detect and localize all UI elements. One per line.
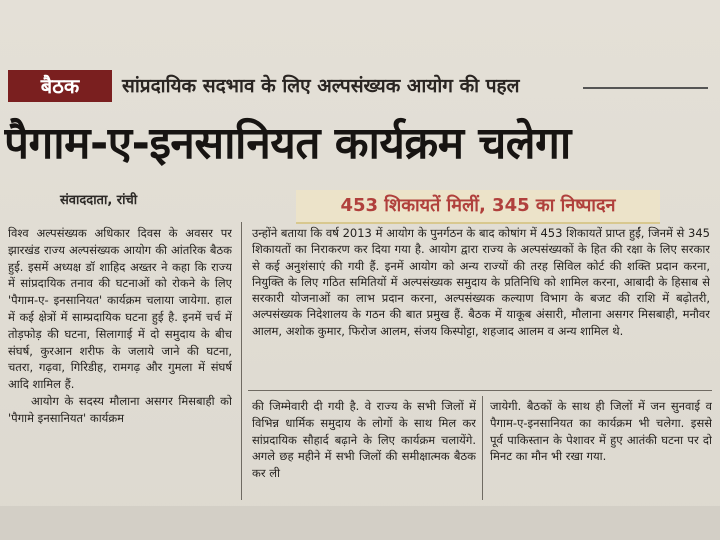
article-column-left <box>8 225 232 495</box>
byline: संवाददाता, रांची <box>60 193 138 208</box>
subhead: 453 शिकायतें मिलीं, 345 का निष्पादन <box>296 190 660 224</box>
section-divider <box>248 390 712 391</box>
article-column-top-right <box>252 225 710 385</box>
page-margin <box>0 506 720 540</box>
article-column-bottom-middle <box>252 398 476 498</box>
column-divider-left <box>241 222 242 500</box>
kicker-text: सांप्रदायिक सदभाव के लिए अल्पसंख्यक आयोग की पहल <box>122 75 520 97</box>
paragraph: विश्व अल्पसंख्यक अधिकार दिवस के अवसर पर झारखंड राज्य अल्पसंख्यक आयोग की आंतरिक बैठक हुई. इसमें अध्यक्ष डॉ शाहिद अख्तर ने कहा कि राज्य में सांप्रदायिक तनाव की घटनाओं को रोकने के लिए 'पैगाम-ए- इनसानियत' कार्यक्रम चलाया जायेगा. हाल में कई क्षेत्रों में साम्प्रदायिक घटना हुई है. इनमें चर्च में तोड़फोड़ की घटना, सिलागाई में दो समुदाय के बीच संघर्ष, कुरआन शरीफ के जलाये जाने की घटना, चतरा, गढ़वा, गिरिडीह, रामगढ़ और गुमला में संघर्ष आदि शामिल हैं. <box>8 226 232 392</box>
paragraph: की जिम्मेवारी दी गयी है. वे राज्य के सभी जिलों में विभिन्न धार्मिक समुदाय के लोगों के साथ मिल कर सांप्रदायिक सौहार्द बढ़ाने के लिए कार्यक्रम चलायेंगे. अगले छह महीने में सभी जिलों की समीक्षात्मक बैठक कर ली <box>252 399 476 481</box>
kicker-rule <box>583 87 708 89</box>
column-divider-bottom <box>482 396 483 500</box>
paragraph: जायेगी. बैठकों के साथ ही जिलों में जन सुनवाई व पैगाम-ए-इनसानियत का कार्यक्रम भी चलेगा. इससे पूर्व पाकिस्तान के पेशावर में हुए आतंकी घटना पर दो मिनट का मौन भी रखा गया. <box>490 399 712 464</box>
paragraph: उन्होंने बताया कि वर्ष 2013 में आयोग के पुनर्गठन के बाद कोषांग में 453 शिकायतें प्राप्त हुईं, जिनमें से 345 शिकायतों का निराकरण कर दिया गया है. आयोग द्वारा राज्य के अल्पसंख्यकों के हित की रक्षा के लिए सरकार से कई अनुशंसाएं की गयी हैं. इनमें आयोग को अन्य राज्यों की तरह सिविल कोर्ट की शक्ति प्रदान करना, नियुक्ति के लिए गठित समितियों में अल्पसंख्यक समुदाय के प्रतिनिधि को शामिल करना, आबादी के हिसाब से सरकारी योजनाओं का लाभ प्रदान करना, अल्पसंख्यक कल्याण विभाग के बजट की राशि में बढ़ोतरी, अल्पसंख्यक निदेशालय के गठन की बात प्रमुख हैं. बैठक में याकूब अंसारी, मौलाना असगर मिसबाही, मनौवर आलम, अशोक कुमार, फिरोज आलम, संजय किस्पोट्टा, शहजाद आलम व अन्य शामिल थे. <box>252 226 710 338</box>
section-tag: बैठक <box>8 70 112 102</box>
headline: पैगाम-ए-इनसानियत कार्यक्रम चलेगा <box>4 118 571 169</box>
article-column-bottom-right <box>490 398 712 498</box>
kicker-row <box>8 70 708 102</box>
paragraph: आयोग के सदस्य मौलाना असगर मिसबाही को 'पैगामे इनसानियत' कार्यक्रम <box>8 393 232 425</box>
